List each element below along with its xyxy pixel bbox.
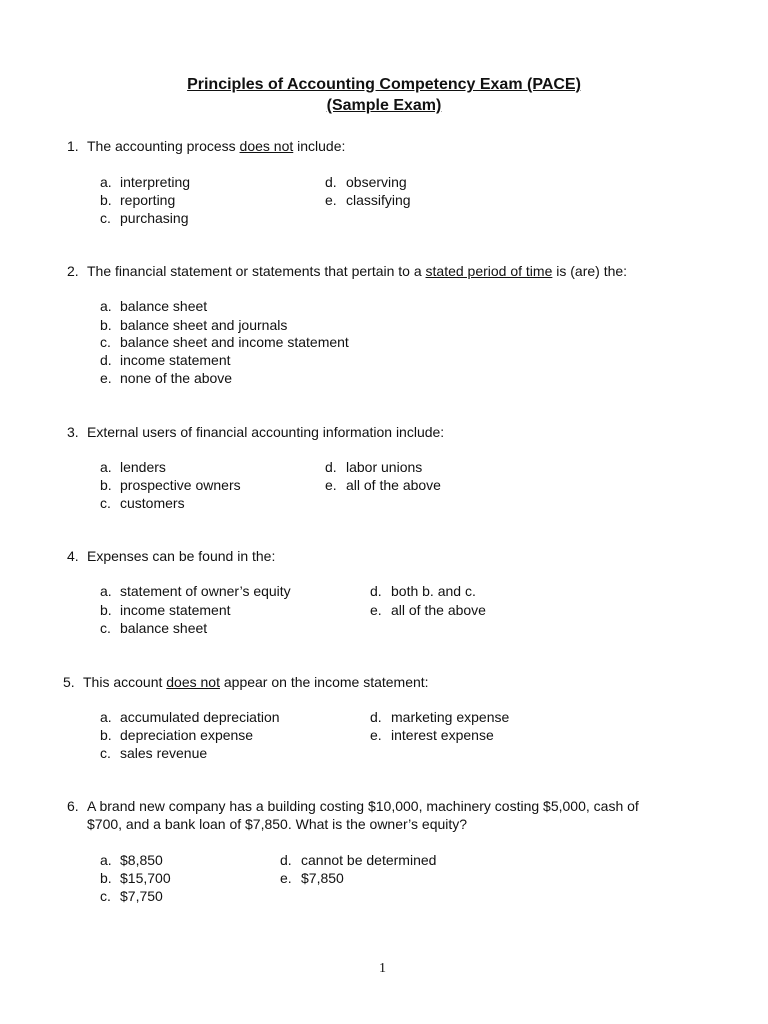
option-text: balance sheet [120, 298, 208, 314]
option-text: labor unions [346, 459, 423, 475]
option-letter: a. [100, 583, 112, 599]
option-letter: c. [100, 745, 111, 761]
option-text: accumulated depreciation [120, 709, 280, 725]
option-text: $7,850 [301, 870, 344, 886]
question-number: 2. [67, 263, 79, 279]
question-number: 4. [67, 548, 79, 564]
option-letter: a. [100, 852, 112, 868]
option-letter: d. [370, 709, 382, 725]
question-number: 3. [67, 424, 79, 440]
option-text: interpreting [120, 174, 191, 190]
question-number: 6. [67, 798, 79, 814]
option-letter: e. [370, 602, 382, 618]
option-text: $8,850 [120, 852, 163, 868]
option-letter: a. [100, 709, 112, 725]
question-text: A brand new company has a building costing $10,000, machinery costing $5,000, cash of [87, 798, 639, 814]
option-text: all of the above [391, 602, 486, 618]
question-text: External users of financial accounting information include: [87, 424, 445, 440]
option-letter: a. [100, 174, 112, 190]
option-letter: d. [325, 459, 337, 475]
option-letter: b. [100, 727, 112, 743]
option-text: balance sheet and journals [120, 317, 288, 333]
option-letter: e. [325, 192, 337, 208]
option-letter: e. [325, 477, 337, 493]
option-letter: d. [370, 583, 382, 599]
option-text: reporting [120, 192, 176, 208]
option-letter: d. [100, 352, 112, 368]
question-number: 1. [67, 138, 79, 154]
question-text: Expenses can be found in the: [87, 548, 276, 564]
question-text: This account does not appear on the income statement: [83, 674, 429, 690]
option-text: observing [346, 174, 407, 190]
option-text: none of the above [120, 370, 233, 386]
option-letter: c. [100, 495, 111, 511]
option-letter: d. [325, 174, 337, 190]
option-text: cannot be determined [301, 852, 437, 868]
option-text: income statement [120, 352, 231, 368]
option-letter: d. [280, 852, 292, 868]
option-letter: b. [100, 317, 112, 333]
option-letter: e. [370, 727, 382, 743]
option-letter: b. [100, 192, 112, 208]
option-text: prospective owners [120, 477, 241, 493]
option-letter: c. [100, 620, 111, 636]
question-text: The financial statement or statements that pertain to a stated period of time is (are) the: [87, 263, 628, 279]
option-text: all of the above [346, 477, 441, 493]
option-text: customers [120, 495, 185, 511]
option-letter: c. [100, 334, 111, 350]
option-letter: e. [100, 370, 112, 386]
option-text: sales revenue [120, 745, 208, 761]
question-text-continued: $700, and a bank loan of $7,850. What is the owner’s equity? [87, 816, 468, 832]
exam-title: Principles of Accounting Competency Exam (PACE) [187, 76, 581, 93]
page-number: 1 [379, 961, 386, 976]
option-text: income statement [120, 602, 231, 618]
option-text: classifying [346, 192, 411, 208]
option-text: balance sheet and income statement [120, 334, 349, 350]
question-text: The accounting process does not include: [87, 138, 346, 154]
option-text: marketing expense [391, 709, 510, 725]
option-text: depreciation expense [120, 727, 254, 743]
option-letter: a. [100, 459, 112, 475]
option-letter: b. [100, 477, 112, 493]
option-letter: b. [100, 602, 112, 618]
option-text: lenders [120, 459, 166, 475]
question-number: 5. [63, 674, 75, 690]
exam-subtitle: (Sample Exam) [326, 97, 442, 114]
option-letter: b. [100, 870, 112, 886]
option-text: statement of owner’s equity [120, 583, 291, 599]
option-letter: c. [100, 210, 111, 226]
option-text: balance sheet [120, 620, 208, 636]
option-letter: c. [100, 888, 111, 904]
option-letter: e. [280, 870, 292, 886]
option-text: both b. and c. [391, 583, 476, 599]
option-text: purchasing [120, 210, 189, 226]
option-letter: a. [100, 298, 112, 314]
option-text: interest expense [391, 727, 494, 743]
option-text: $7,750 [120, 888, 163, 904]
option-text: $15,700 [120, 870, 171, 886]
